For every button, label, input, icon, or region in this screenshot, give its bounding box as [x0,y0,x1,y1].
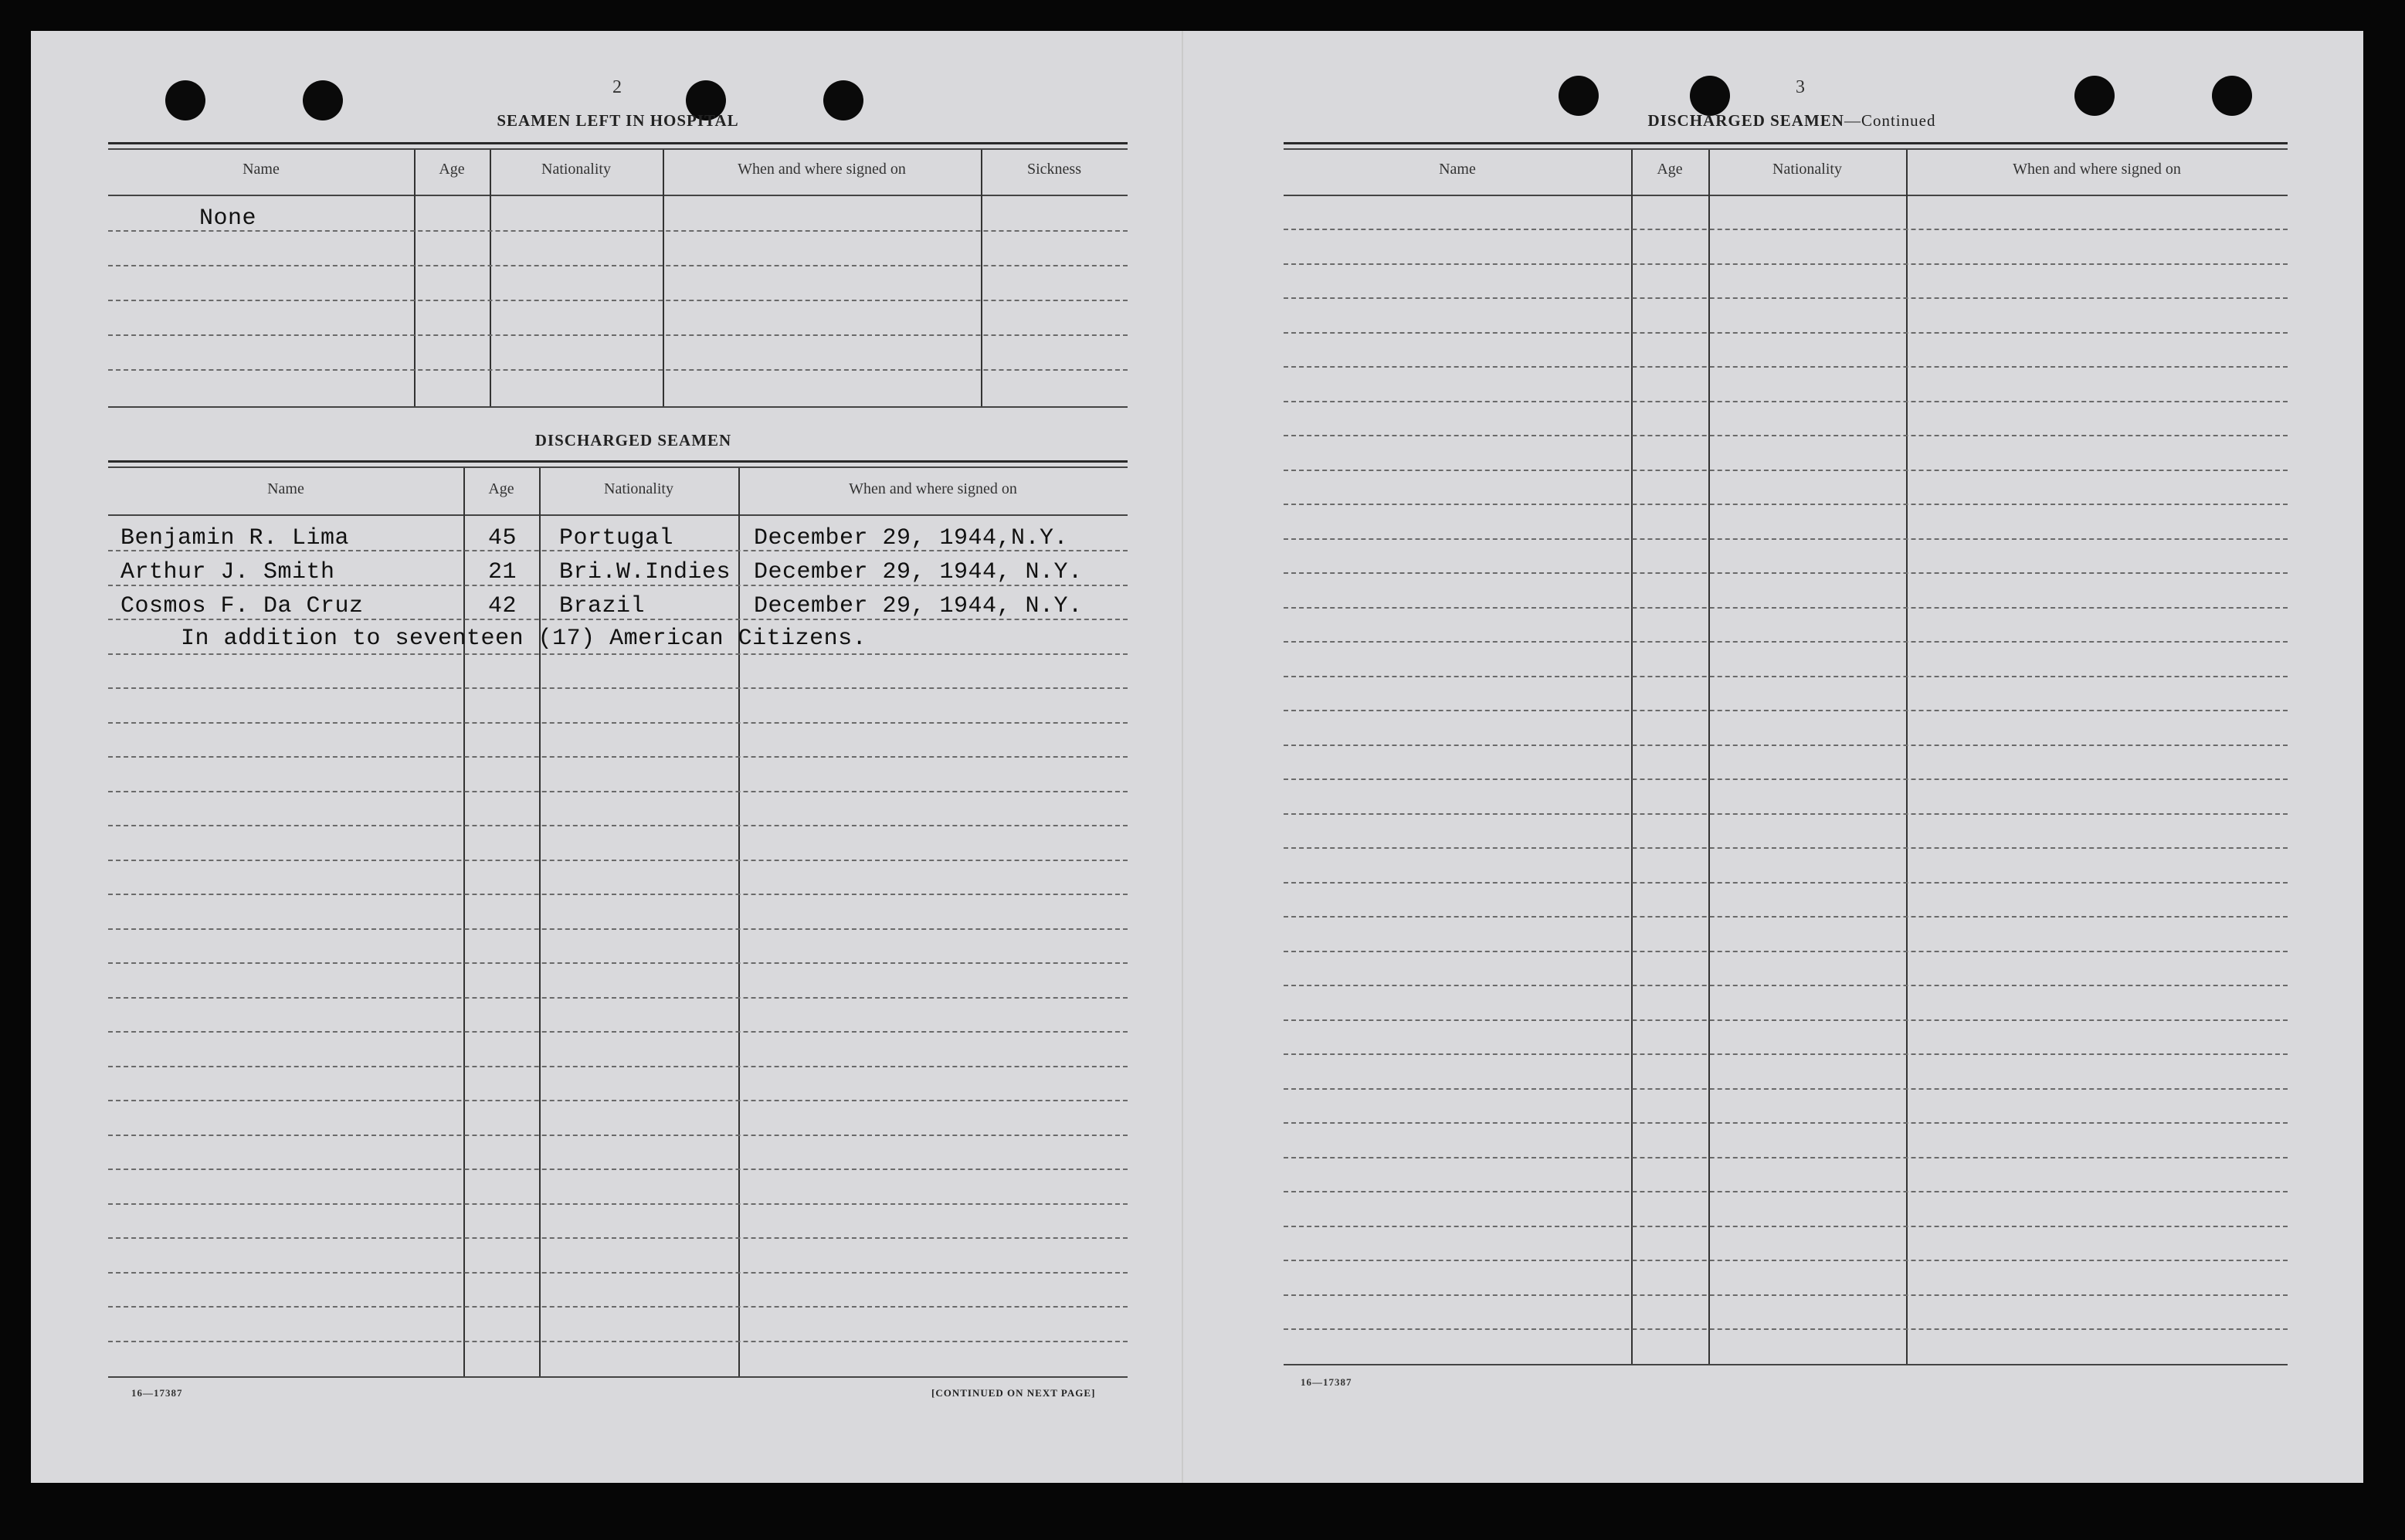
page-number: 3 [1796,77,1805,97]
hospital-entry: None [199,205,257,232]
punch-hole [165,80,205,120]
ruled-line [1284,607,2288,609]
header-rule [108,142,1128,144]
ruled-line [1284,847,2288,849]
cell-age: 42 [488,593,517,619]
ruled-line [1284,1260,2288,1261]
ruled-line [1284,470,2288,471]
column-divider [414,150,416,406]
ruled-line [1284,745,2288,746]
col-header-name: Name [243,161,280,178]
page-fold [1182,31,1183,1483]
cell-nationality: Bri.W.Indies [559,559,731,585]
form-number: 16—17387 [1301,1376,1352,1388]
ruled-line [1284,1328,2288,1330]
ruled-line [108,928,1128,930]
ruled-line [108,300,1128,301]
discharged-title: DISCHARGED SEAMEN [534,431,732,449]
ruled-line [1284,1294,2288,1296]
ruled-line [108,265,1128,266]
cell-nationality: Portugal [559,525,674,551]
punch-hole [823,80,863,120]
col-header-nationality: Nationality [604,480,673,497]
ruled-line [108,653,1128,655]
col-header-age: Age [488,480,514,497]
ruled-line [108,369,1128,371]
section-end-rule [108,1376,1128,1378]
col-header-name: Name [1439,161,1476,178]
col-header-age: Age [1657,161,1683,178]
col-header-signed-on: When and where signed on [738,161,906,178]
ruled-line [1284,229,2288,230]
ruled-line [1284,263,2288,265]
discharged-continued-title [1622,111,1962,131]
ruled-line [108,1100,1128,1101]
ruled-line [1284,538,2288,540]
ruled-line [1284,1157,2288,1158]
col-header-signed-on: When and where signed on [849,480,1017,497]
column-divider [663,150,664,406]
header-rule [108,148,1128,150]
ruled-line [108,1341,1128,1342]
ruled-line [108,1169,1128,1170]
ruled-line [108,756,1128,758]
ruled-line [1284,676,2288,677]
column-divider [463,468,465,1378]
col-header-nationality: Nationality [1772,161,1842,178]
page-number: 2 [612,77,622,97]
ruled-line [1284,916,2288,918]
column-header-rule [1284,195,2288,196]
ruled-line [1284,435,2288,436]
discharged-note: In addition to seventeen (17) American Citizens. [181,626,867,652]
col-header-sickness: Sickness [1027,161,1081,178]
ruled-line [1284,1226,2288,1227]
ruled-line [108,860,1128,861]
cell-age: 21 [488,559,517,585]
ruled-line [1284,985,2288,986]
col-header-signed-on: When and where signed on [2013,161,2181,178]
section-end-rule [1284,1364,2288,1365]
ruled-line [1284,710,2288,711]
hospital-title: SEAMEN LEFT IN HOSPITAL [497,111,739,130]
punch-hole [1559,76,1599,116]
ruled-line [108,997,1128,999]
ruled-line [108,1066,1128,1067]
ruled-line [108,1306,1128,1308]
ruled-line [1284,1053,2288,1055]
ruled-line [108,1237,1128,1239]
column-divider [981,150,982,406]
col-header-nationality: Nationality [541,161,611,178]
ruled-line [1284,297,2288,299]
header-rule [1284,148,2288,150]
cell-nationality: Brazil [559,593,646,619]
ruled-line [108,894,1128,895]
cell-name: Benjamin R. Lima [120,525,350,551]
ruled-line [108,791,1128,792]
form-number: 16—17387 [131,1387,183,1399]
header-rule [108,460,1128,463]
column-header-rule [108,514,1128,516]
ruled-line [1284,641,2288,643]
punch-hole [1690,76,1730,116]
section-end-rule [108,406,1128,408]
punch-hole [2212,76,2252,116]
cell-signed-on: December 29, 1944, N.Y. [754,593,1083,619]
column-divider [539,468,541,1378]
cell-signed-on: December 29, 1944,N.Y. [754,525,1069,551]
header-rule [1284,142,2288,144]
cell-signed-on: December 29, 1944, N.Y. [754,559,1083,585]
col-header-name: Name [267,480,304,497]
ruled-line [1284,1019,2288,1021]
col-header-age: Age [439,161,465,178]
column-header-rule [108,195,1128,196]
ruled-line [108,687,1128,689]
header-rule [108,466,1128,468]
ruled-line [108,825,1128,826]
cell-age: 45 [488,525,517,551]
cell-name: Arthur J. Smith [120,559,335,585]
column-divider [738,468,740,1378]
ruled-line [108,1203,1128,1205]
ruled-line [108,962,1128,964]
ruled-line [1284,1088,2288,1090]
cell-name: Cosmos F. Da Cruz [120,593,364,619]
title-suffix: —Continued [1844,111,1936,130]
title-main: DISCHARGED SEAMEN [1647,111,1844,130]
ruled-line [1284,951,2288,952]
ruled-line [1284,504,2288,505]
ruled-line [1284,778,2288,780]
ruled-line [108,1272,1128,1274]
ruled-line [1284,1122,2288,1124]
ruled-line [1284,332,2288,334]
punch-hole [303,80,343,120]
ruled-line [1284,1191,2288,1192]
ruled-line [108,722,1128,724]
ruled-line [1284,401,2288,402]
ruled-line [108,1031,1128,1033]
ruled-line [108,1135,1128,1136]
ruled-line [1284,572,2288,574]
ruled-line [108,230,1128,232]
punch-hole [2074,76,2115,116]
continued-label: [CONTINUED ON NEXT PAGE] [931,1387,1096,1399]
ruled-line [108,334,1128,336]
ruled-line [1284,813,2288,815]
column-divider [490,150,491,406]
ruled-line [1284,366,2288,368]
ruled-line [1284,882,2288,884]
